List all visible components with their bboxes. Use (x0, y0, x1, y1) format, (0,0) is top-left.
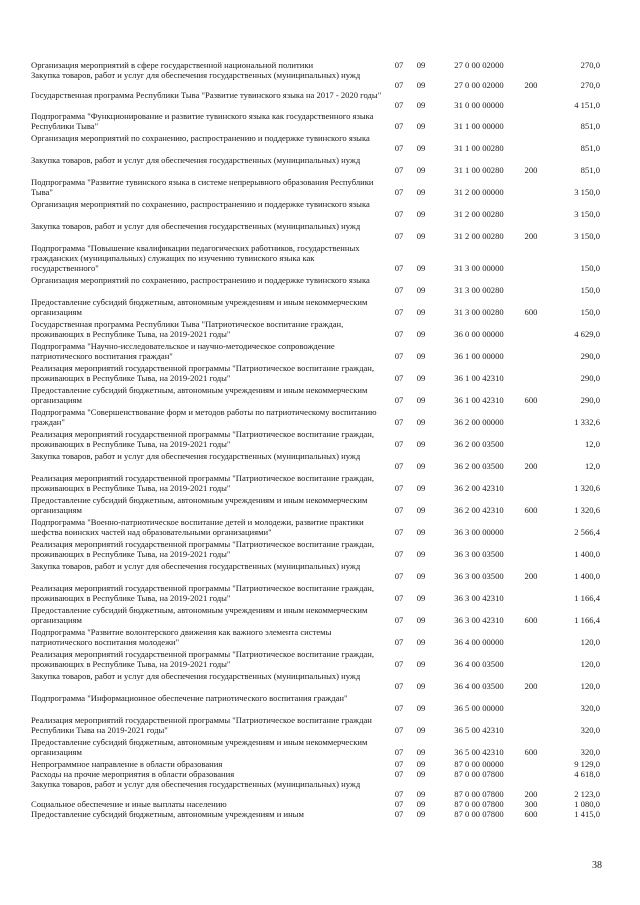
amount-value: 270,0 (580, 60, 600, 70)
table-row (0, 60, 640, 70)
subsection-code: 09 (416, 747, 426, 757)
amount-value: 1 320,6 (574, 483, 600, 493)
row-name: Государственная программа Республики Тыва "Развитие тувинского языка на 2017 - 2020 годы" (31, 90, 382, 100)
subsection-code: 09 (416, 263, 426, 273)
amount-value: 1 080,0 (574, 799, 600, 809)
subsection-code: 09 (416, 681, 426, 691)
table-row (0, 363, 640, 383)
row-name: Подпрограмма "Совершенствование форм и методов работы по патриотическому воспитанию граждан" (31, 407, 377, 427)
target-article-code: 36 2 00 03500 (454, 461, 504, 471)
amount-value: 120,0 (580, 681, 600, 691)
amount-value: 3 150,0 (574, 209, 600, 219)
amount-value: 3 150,0 (574, 187, 600, 197)
row-name: Подпрограмма "Развитие волонтерского движения как важного элемента системы патриотического воспитания молодежи" (31, 627, 332, 647)
section-code: 07 (394, 681, 404, 691)
section-code: 07 (394, 637, 404, 647)
subsection-code: 09 (416, 351, 426, 361)
target-article-code: 27 0 00 02000 (454, 80, 504, 90)
section-code: 07 (394, 759, 404, 769)
target-article-code: 36 4 00 03500 (454, 681, 504, 691)
expense-type-code: 600 (524, 505, 538, 515)
row-name: Закупка товаров, работ и услуг для обеспечения государственных (муниципальных) нужд (31, 155, 361, 165)
target-article-code: 87 0 00 00000 (454, 759, 504, 769)
row-name: Непрограммное направление в области образования (31, 759, 223, 769)
target-article-code: 36 3 00 03500 (454, 549, 504, 559)
section-code: 07 (394, 439, 404, 449)
expense-type-code: 600 (524, 395, 538, 405)
table-row (0, 319, 640, 339)
subsection-code: 09 (416, 527, 426, 537)
section-code: 07 (394, 799, 404, 809)
section-code: 07 (394, 593, 404, 603)
subsection-code: 09 (416, 571, 426, 581)
target-article-code: 31 1 00 00280 (454, 143, 504, 153)
target-article-code: 36 2 00 00000 (454, 417, 504, 427)
amount-value: 1 400,0 (574, 571, 600, 581)
subsection-code: 09 (416, 121, 426, 131)
section-code: 07 (394, 483, 404, 493)
table-row (0, 385, 640, 405)
section-code: 07 (394, 121, 404, 131)
row-name: Реализация мероприятий государственной программы "Патриотическое воспитание граждан, проживающих в Республике Тыва, на 2019-2021 годы" (31, 539, 375, 559)
section-code: 07 (394, 549, 404, 559)
table-row (0, 177, 640, 197)
row-name: Предоставление субсидий бюджетным, автономным учреждениям и иным некоммерческим организациям (31, 297, 368, 317)
row-name: Закупка товаров, работ и услуг для обеспечения государственных (муниципальных) нужд (31, 70, 361, 80)
expense-type-code: 200 (524, 681, 538, 691)
row-name: Реализация мероприятий государственной программы "Патриотическое воспитание граждан, проживающих в Республике Тыва, на 2019-2021 годы" (31, 363, 375, 383)
target-article-code: 31 0 00 00000 (454, 100, 504, 110)
section-code: 07 (394, 307, 404, 317)
target-article-code: 36 2 00 42310 (454, 483, 504, 493)
table-row (0, 737, 640, 757)
table-row (0, 473, 640, 493)
target-article-code: 87 0 00 07800 (454, 769, 504, 779)
table-row (0, 275, 640, 295)
row-name: Подпрограмма "Военно-патриотическое воспитание детей и молодежи, развитие практики шефства воинских частей над образовательными организациями" (31, 517, 364, 537)
table-row (0, 111, 640, 131)
row-name: Закупка товаров, работ и услуг для обеспечения государственных (муниципальных) нужд (31, 451, 361, 461)
row-name: Государственная программа Республики Тыва "Патриотическое воспитание граждан, проживающих в Республике Тыва, на 2019-2021 годы" (31, 319, 344, 339)
amount-value: 3 150,0 (574, 231, 600, 241)
expense-type-code: 600 (524, 307, 538, 317)
amount-value: 290,0 (580, 373, 600, 383)
target-article-code: 87 0 00 07800 (454, 799, 504, 809)
amount-value: 851,0 (580, 143, 600, 153)
subsection-code: 09 (416, 799, 426, 809)
subsection-code: 09 (416, 143, 426, 153)
section-code: 07 (394, 395, 404, 405)
amount-value: 320,0 (580, 703, 600, 713)
row-name: Закупка товаров, работ и услуг для обеспечения государственных (муниципальных) нужд (31, 779, 361, 789)
amount-value: 320,0 (580, 725, 600, 735)
table-row (0, 649, 640, 669)
row-name: Организация мероприятий по сохранению, распространению и поддержке тувинского языка (31, 199, 370, 209)
amount-value: 1 332,6 (574, 417, 600, 427)
section-code: 07 (394, 263, 404, 273)
amount-value: 290,0 (580, 351, 600, 361)
section-code: 07 (394, 80, 404, 90)
target-article-code: 36 2 00 03500 (454, 439, 504, 449)
target-article-code: 36 0 00 00000 (454, 329, 504, 339)
row-name: Реализация мероприятий государственной программы "Патриотическое воспитание граждан, проживающих в Республике Тыва, на 2019-2021 годы" (31, 473, 375, 493)
expense-type-code: 200 (524, 231, 538, 241)
subsection-code: 09 (416, 80, 426, 90)
table-row (0, 605, 640, 625)
section-code: 07 (394, 351, 404, 361)
row-name: Реализация мероприятий государственной программы "Патриотическое воспитание граждан Республики Тыва на 2019-2021 годы" (31, 715, 372, 735)
table-row (0, 199, 640, 219)
row-name: Закупка товаров, работ и услуг для обеспечения государственных (муниципальных) нужд (31, 561, 361, 571)
expense-type-code: 600 (524, 747, 538, 757)
amount-value: 851,0 (580, 165, 600, 175)
amount-value: 1 166,4 (574, 615, 600, 625)
target-article-code: 36 5 00 00000 (454, 703, 504, 713)
amount-value: 290,0 (580, 395, 600, 405)
section-code: 07 (394, 417, 404, 427)
subsection-code: 09 (416, 165, 426, 175)
amount-value: 4 618,0 (574, 769, 600, 779)
section-code: 07 (394, 725, 404, 735)
row-name: Подпрограмма "Информационное обеспечение патриотического воспитания граждан" (31, 693, 348, 703)
table-row (0, 133, 640, 153)
row-name: Подпрограмма "Повышение квалификации педагогических работников, государственных гражданских (муниципальных) служащих по изучению тувинского языка как государственного" (31, 243, 360, 273)
section-code: 07 (394, 373, 404, 383)
subsection-code: 09 (416, 439, 426, 449)
subsection-code: 09 (416, 769, 426, 779)
row-name: Подпрограмма "Научно-исследовательское и научно-методическое сопровождение патриотического воспитания граждан" (31, 341, 335, 361)
table-row (0, 243, 640, 273)
subsection-code: 09 (416, 703, 426, 713)
subsection-code: 09 (416, 329, 426, 339)
target-article-code: 36 3 00 42310 (454, 593, 504, 603)
table-row (0, 517, 640, 537)
subsection-code: 09 (416, 417, 426, 427)
subsection-code: 09 (416, 505, 426, 515)
subsection-code: 09 (416, 307, 426, 317)
amount-value: 2 566,4 (574, 527, 600, 537)
target-article-code: 36 5 00 42310 (454, 747, 504, 757)
table-row (0, 671, 640, 691)
subsection-code: 09 (416, 373, 426, 383)
subsection-code: 09 (416, 461, 426, 471)
row-name: Организация мероприятий по сохранению, распространению и поддержке тувинского языка (31, 133, 370, 143)
section-code: 07 (394, 100, 404, 110)
page-number: 38 (592, 860, 602, 871)
amount-value: 270,0 (580, 80, 600, 90)
target-article-code: 31 3 00 00280 (454, 307, 504, 317)
subsection-code: 09 (416, 187, 426, 197)
section-code: 07 (394, 615, 404, 625)
target-article-code: 87 0 00 07800 (454, 809, 504, 819)
target-article-code: 36 1 00 00000 (454, 351, 504, 361)
subsection-code: 09 (416, 285, 426, 295)
section-code: 07 (394, 809, 404, 819)
amount-value: 320,0 (580, 747, 600, 757)
section-code: 07 (394, 461, 404, 471)
table-row (0, 429, 640, 449)
table-row (0, 715, 640, 735)
table-row (0, 799, 640, 809)
table-row (0, 341, 640, 361)
subsection-code: 09 (416, 209, 426, 219)
target-article-code: 87 0 00 07800 (454, 789, 504, 799)
target-article-code: 36 3 00 42310 (454, 615, 504, 625)
section-code: 07 (394, 571, 404, 581)
subsection-code: 09 (416, 483, 426, 493)
table-row (0, 221, 640, 241)
expense-type-code: 200 (524, 789, 538, 799)
row-name: Закупка товаров, работ и услуг для обеспечения государственных (муниципальных) нужд (31, 221, 361, 231)
table-row (0, 769, 640, 779)
table-row (0, 583, 640, 603)
section-code: 07 (394, 747, 404, 757)
subsection-code: 09 (416, 637, 426, 647)
amount-value: 1 400,0 (574, 549, 600, 559)
target-article-code: 36 4 00 00000 (454, 637, 504, 647)
amount-value: 150,0 (580, 307, 600, 317)
expense-type-code: 600 (524, 615, 538, 625)
target-article-code: 31 1 00 00000 (454, 121, 504, 131)
target-article-code: 36 1 00 42310 (454, 373, 504, 383)
section-code: 07 (394, 505, 404, 515)
subsection-code: 09 (416, 809, 426, 819)
subsection-code: 09 (416, 395, 426, 405)
amount-value: 4 629,0 (574, 329, 600, 339)
section-code: 07 (394, 769, 404, 779)
subsection-code: 09 (416, 659, 426, 669)
table-row (0, 561, 640, 581)
subsection-code: 09 (416, 231, 426, 241)
row-name: Расходы на прочие мероприятия в области образования (31, 769, 235, 779)
table-row (0, 759, 640, 769)
table-row (0, 539, 640, 559)
row-name: Социальное обеспечение и иные выплаты населению (31, 799, 227, 809)
section-code: 07 (394, 60, 404, 70)
target-article-code: 31 2 00 00000 (454, 187, 504, 197)
section-code: 07 (394, 329, 404, 339)
section-code: 07 (394, 659, 404, 669)
amount-value: 1 166,4 (574, 593, 600, 603)
expense-type-code: 200 (524, 165, 538, 175)
row-name: Организация мероприятий в сфере государственной национальной политики (31, 60, 314, 70)
target-article-code: 36 4 00 03500 (454, 659, 504, 669)
section-code: 07 (394, 231, 404, 241)
table-row (0, 809, 640, 819)
target-article-code: 36 1 00 42310 (454, 395, 504, 405)
amount-value: 12,0 (584, 461, 600, 471)
amount-value: 1 320,6 (574, 505, 600, 515)
section-code: 07 (394, 285, 404, 295)
row-name: Организация мероприятий по сохранению, распространению и поддержке тувинского языка (31, 275, 370, 285)
section-code: 07 (394, 527, 404, 537)
amount-value: 1 415,0 (574, 809, 600, 819)
row-name: Подпрограмма "Функционирование и развитие тувинского языка как государственного языка Республики Тыва" (31, 111, 374, 131)
subsection-code: 09 (416, 725, 426, 735)
table-row (0, 90, 640, 110)
row-name: Предоставление субсидий бюджетным, автономным учреждениям и иным (31, 809, 304, 819)
target-article-code: 27 0 00 02000 (454, 60, 504, 70)
amount-value: 9 129,0 (574, 759, 600, 769)
table-row (0, 627, 640, 647)
subsection-code: 09 (416, 100, 426, 110)
table-row (0, 407, 640, 427)
row-name: Предоставление субсидий бюджетным, автономным учреждениям и иным некоммерческим организациям (31, 495, 368, 515)
expense-type-code: 600 (524, 809, 538, 819)
amount-value: 150,0 (580, 285, 600, 295)
section-code: 07 (394, 703, 404, 713)
amount-value: 12,0 (584, 439, 600, 449)
table-row (0, 693, 640, 713)
expense-type-code: 200 (524, 571, 538, 581)
table-row (0, 297, 640, 317)
row-name: Предоставление субсидий бюджетным, автономным учреждениям и иным некоммерческим организациям (31, 605, 368, 625)
subsection-code: 09 (416, 60, 426, 70)
table-row (0, 70, 640, 90)
row-name: Закупка товаров, работ и услуг для обеспечения государственных (муниципальных) нужд (31, 671, 361, 681)
target-article-code: 36 3 00 03500 (454, 571, 504, 581)
expense-type-code: 200 (524, 80, 538, 90)
amount-value: 2 123,0 (574, 789, 600, 799)
target-article-code: 36 5 00 42310 (454, 725, 504, 735)
target-article-code: 31 3 00 00280 (454, 285, 504, 295)
table-row (0, 155, 640, 175)
row-name: Реализация мероприятий государственной программы "Патриотическое воспитание граждан, проживающих в Республике Тыва, на 2019-2021 годы" (31, 429, 375, 449)
row-name: Реализация мероприятий государственной программы "Патриотическое воспитание граждан, проживающих в Республике Тыва, на 2019-2021 годы" (31, 583, 375, 603)
expense-type-code: 300 (524, 799, 538, 809)
section-code: 07 (394, 187, 404, 197)
table-row (0, 451, 640, 471)
subsection-code: 09 (416, 759, 426, 769)
section-code: 07 (394, 209, 404, 219)
target-article-code: 31 3 00 00000 (454, 263, 504, 273)
expense-type-code: 200 (524, 461, 538, 471)
amount-value: 150,0 (580, 263, 600, 273)
subsection-code: 09 (416, 789, 426, 799)
table-row (0, 779, 640, 799)
section-code: 07 (394, 143, 404, 153)
amount-value: 120,0 (580, 637, 600, 647)
section-code: 07 (394, 789, 404, 799)
row-name: Подпрограмма "Развитие тувинского языка в системе непрерывного образования Республики Тыва" (31, 177, 374, 197)
amount-value: 120,0 (580, 659, 600, 669)
target-article-code: 31 2 00 00280 (454, 231, 504, 241)
amount-value: 851,0 (580, 121, 600, 131)
amount-value: 4 151,0 (574, 100, 600, 110)
table-row (0, 495, 640, 515)
row-name: Предоставление субсидий бюджетным, автономным учреждениям и иным некоммерческим организациям (31, 385, 368, 405)
target-article-code: 31 2 00 00280 (454, 209, 504, 219)
target-article-code: 36 3 00 00000 (454, 527, 504, 537)
row-name: Реализация мероприятий государственной программы "Патриотическое воспитание граждан, проживающих в Республике Тыва, на 2019-2021 годы" (31, 649, 375, 669)
subsection-code: 09 (416, 615, 426, 625)
row-name: Предоставление субсидий бюджетным, автономным учреждениям и иным некоммерческим организациям (31, 737, 368, 757)
subsection-code: 09 (416, 549, 426, 559)
target-article-code: 31 1 00 00280 (454, 165, 504, 175)
section-code: 07 (394, 165, 404, 175)
target-article-code: 36 2 00 42310 (454, 505, 504, 515)
subsection-code: 09 (416, 593, 426, 603)
